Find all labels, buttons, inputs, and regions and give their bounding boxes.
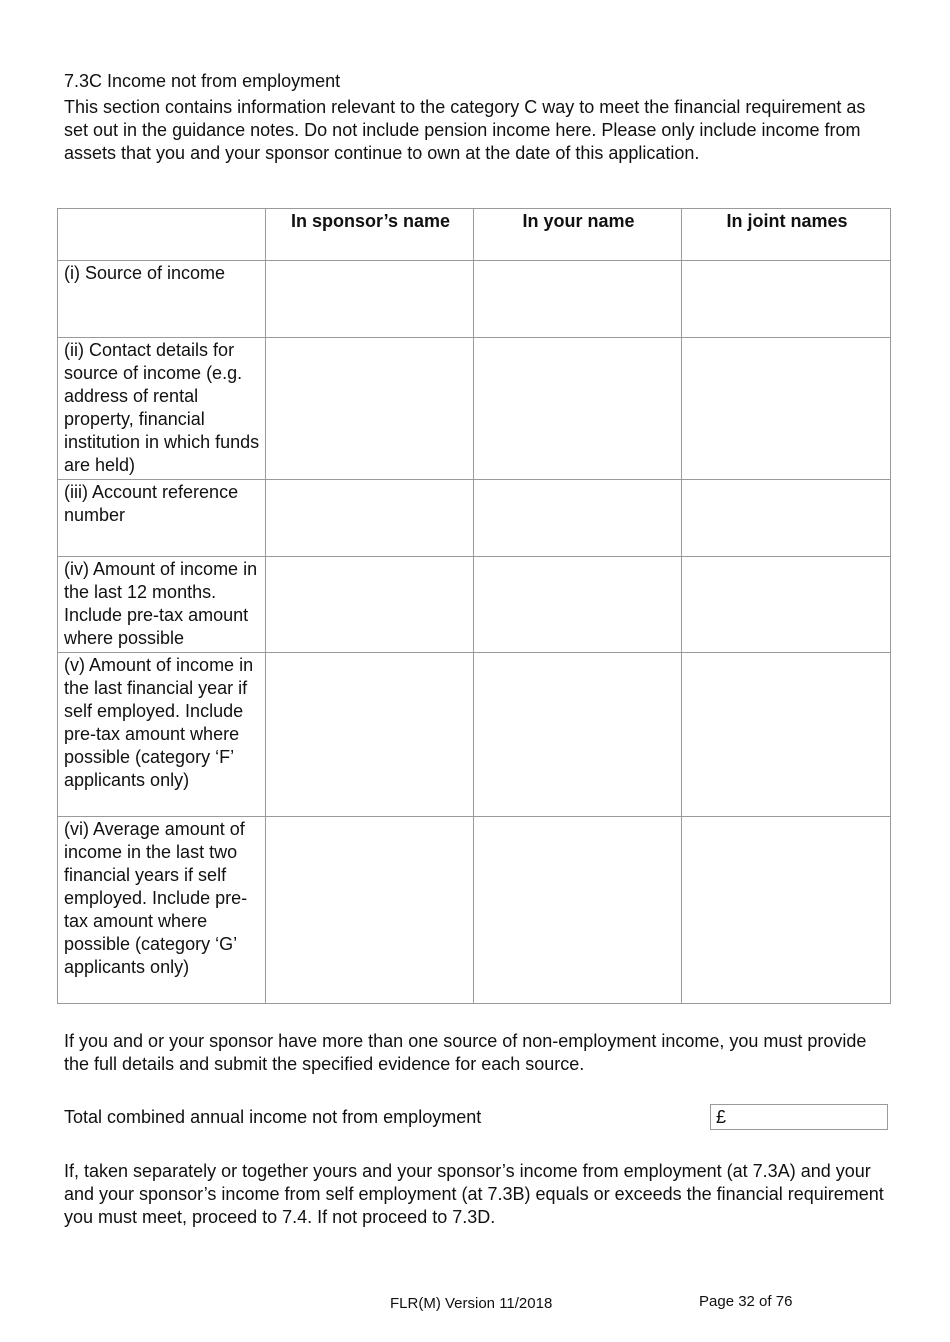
contact-your-field[interactable] xyxy=(474,338,682,480)
table-row xyxy=(58,261,891,338)
section-intro: This section contains information relevant to the category C way to meet the financial requirement as set out in the guidance notes. Do not include pension income here. Please only include income from assets that you and your sponsor continue to own at the date of this application. xyxy=(64,97,866,163)
proceed-instructions: If, taken separately or together yours and your sponsor’s income from employment (at 7.3A) and your and your sponsor’s income from self employment (at 7.3B) equals or exceeds the financial requirement you must meet, proceed to 7.4. If not proceed to 7.3D. xyxy=(64,1161,884,1227)
header-your-name: In your name xyxy=(474,209,682,261)
table-row xyxy=(58,557,891,653)
table-header-row xyxy=(58,209,891,261)
account-ref-sponsor-field[interactable] xyxy=(266,480,474,557)
row-label-average-amount: (vi) Average amount of income in the last two financial years if self employed. Include pre-tax amount where possible (category ‘G’ applicants only) xyxy=(58,817,266,1004)
table-row xyxy=(58,480,891,557)
contact-sponsor-field[interactable] xyxy=(266,338,474,480)
amount-12-months-joint-field[interactable] xyxy=(682,557,891,653)
header-joint-names: In joint names xyxy=(682,209,891,261)
total-income-input[interactable] xyxy=(730,1108,887,1126)
average-amount-joint-field[interactable] xyxy=(682,817,891,1004)
table-row xyxy=(58,817,891,1004)
header-blank xyxy=(58,209,266,261)
section-title: 7.3C Income not from employment xyxy=(64,71,341,91)
amount-financial-year-sponsor-field[interactable] xyxy=(266,653,474,817)
table-row xyxy=(58,338,891,480)
table-row xyxy=(58,653,891,817)
source-your-field[interactable] xyxy=(474,261,682,338)
row-label-contact: (ii) Contact details for source of income (e.g. address of rental property, financial institution in which funds are held) xyxy=(58,338,266,480)
source-sponsor-field[interactable] xyxy=(266,261,474,338)
page-number: Page 32 of 76 xyxy=(699,1293,793,1310)
row-label-amount-financial-year: (v) Amount of income in the last financial year if self employed. Include pre-tax amount where possible (category ‘F’ applicants only) xyxy=(58,653,266,817)
row-label-source: (i) Source of income xyxy=(58,261,266,338)
source-joint-field[interactable] xyxy=(682,261,891,338)
amount-12-months-sponsor-field[interactable] xyxy=(266,557,474,653)
average-amount-sponsor-field[interactable] xyxy=(266,817,474,1004)
amount-financial-year-your-field[interactable] xyxy=(474,653,682,817)
contact-joint-field[interactable] xyxy=(682,338,891,480)
row-label-account-ref: (iii) Account reference number xyxy=(58,480,266,557)
row-label-amount-12-months: (iv) Amount of income in the last 12 months. Include pre-tax amount where possible xyxy=(58,557,266,653)
account-ref-your-field[interactable] xyxy=(474,480,682,557)
form-version: FLR(M) Version 11/2018 xyxy=(390,1295,553,1312)
pound-sign: £ xyxy=(716,1106,727,1127)
amount-financial-year-joint-field[interactable] xyxy=(682,653,891,817)
header-sponsor-name: In sponsor’s name xyxy=(266,209,474,261)
average-amount-your-field[interactable] xyxy=(474,817,682,1004)
total-income-field[interactable] xyxy=(710,1104,888,1130)
total-income-label: Total combined annual income not from employment xyxy=(64,1107,482,1127)
multiple-sources-note: If you and or your sponsor have more than one source of non-employment income, you must provide the full details and submit the specified evidence for each source. xyxy=(64,1031,867,1074)
amount-12-months-your-field[interactable] xyxy=(474,557,682,653)
income-table xyxy=(57,208,891,1004)
account-ref-joint-field[interactable] xyxy=(682,480,891,557)
